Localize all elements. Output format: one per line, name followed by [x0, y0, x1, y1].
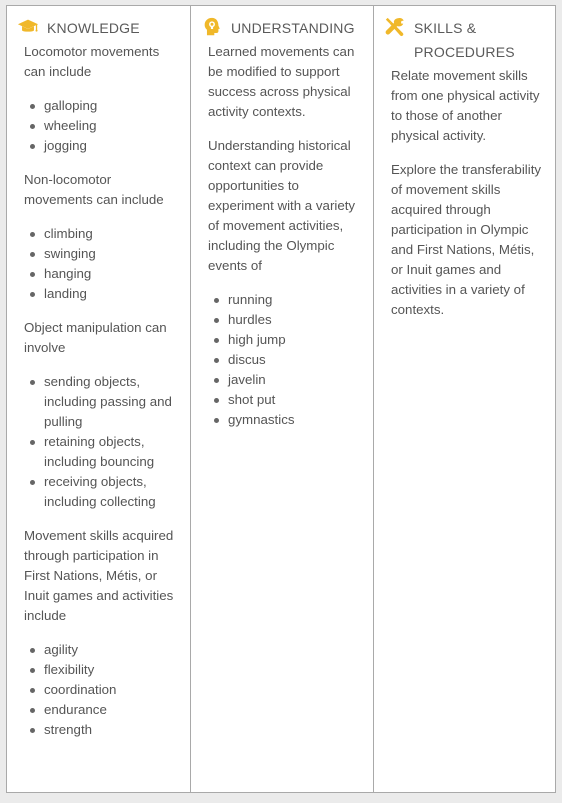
knowledge-title: KNOWLEDGE — [47, 20, 140, 36]
list-item: climbing — [44, 224, 180, 244]
knowledge-column — [7, 6, 191, 792]
list-item: javelin — [228, 370, 363, 390]
list-item: discus — [228, 350, 363, 370]
list-item: agility — [44, 640, 180, 660]
knowledge-list — [24, 372, 180, 512]
lightbulb-head-icon — [201, 16, 223, 38]
tools-icon — [384, 16, 406, 38]
knowledge-list — [24, 96, 180, 156]
list-item: sending objects, including passing and pulling — [44, 372, 180, 432]
list-item: gymnastics — [228, 410, 363, 430]
list-item: hurdles — [228, 310, 363, 330]
understanding-title: UNDERSTANDING — [231, 20, 355, 36]
knowledge-intro: Non-locomotor movements can include — [24, 172, 164, 207]
knowledge-list — [24, 640, 180, 740]
list-item: hanging — [44, 264, 180, 284]
list-item: running — [228, 290, 363, 310]
list-item: landing — [44, 284, 180, 304]
skills-header — [374, 6, 555, 64]
skills-body — [374, 66, 555, 320]
list-item: retaining objects, including bouncing — [44, 432, 180, 472]
list-item: galloping — [44, 96, 180, 116]
skills-paragraph: Relate movement skills from one physical activity to those of another physical activity. — [391, 68, 540, 143]
curriculum-table — [6, 5, 556, 793]
skills-title: SKILLS & PROCEDURES — [414, 20, 515, 60]
list-item: strength — [44, 720, 180, 740]
list-item: high jump — [228, 330, 363, 350]
skills-column — [374, 6, 555, 792]
understanding-body — [191, 42, 373, 430]
knowledge-intro: Object manipulation can involve — [24, 320, 167, 355]
list-item: flexibility — [44, 660, 180, 680]
knowledge-body — [7, 42, 190, 740]
list-item: shot put — [228, 390, 363, 410]
list-item: receiving objects, including collecting — [44, 472, 180, 512]
knowledge-intro: Locomotor movements can include — [24, 44, 160, 79]
understanding-paragraph: Understanding historical context can provide opportunities to experiment with a variety of movement activities, including the Olympic events of — [208, 138, 356, 273]
knowledge-intro: Movement skills acquired through participation in First Nations, Métis, or Inuit games and activities include — [24, 528, 174, 623]
understanding-header — [191, 6, 373, 46]
knowledge-header — [7, 6, 190, 46]
skills-paragraph: Explore the transferability of movement skills acquired through participation in Olympic and First Nations, Métis, or Inuit games and activities in a variety of contexts. — [391, 162, 542, 317]
understanding-column — [191, 6, 374, 792]
list-item: swinging — [44, 244, 180, 264]
list-item: endurance — [44, 700, 180, 720]
olympic-events-list — [208, 290, 363, 430]
graduation-cap-icon — [17, 16, 39, 38]
list-item: wheeling — [44, 116, 180, 136]
list-item: jogging — [44, 136, 180, 156]
knowledge-list — [24, 224, 180, 304]
understanding-paragraph: Learned movements can be modified to support success across physical activity contexts. — [208, 44, 355, 119]
list-item: coordination — [44, 680, 180, 700]
